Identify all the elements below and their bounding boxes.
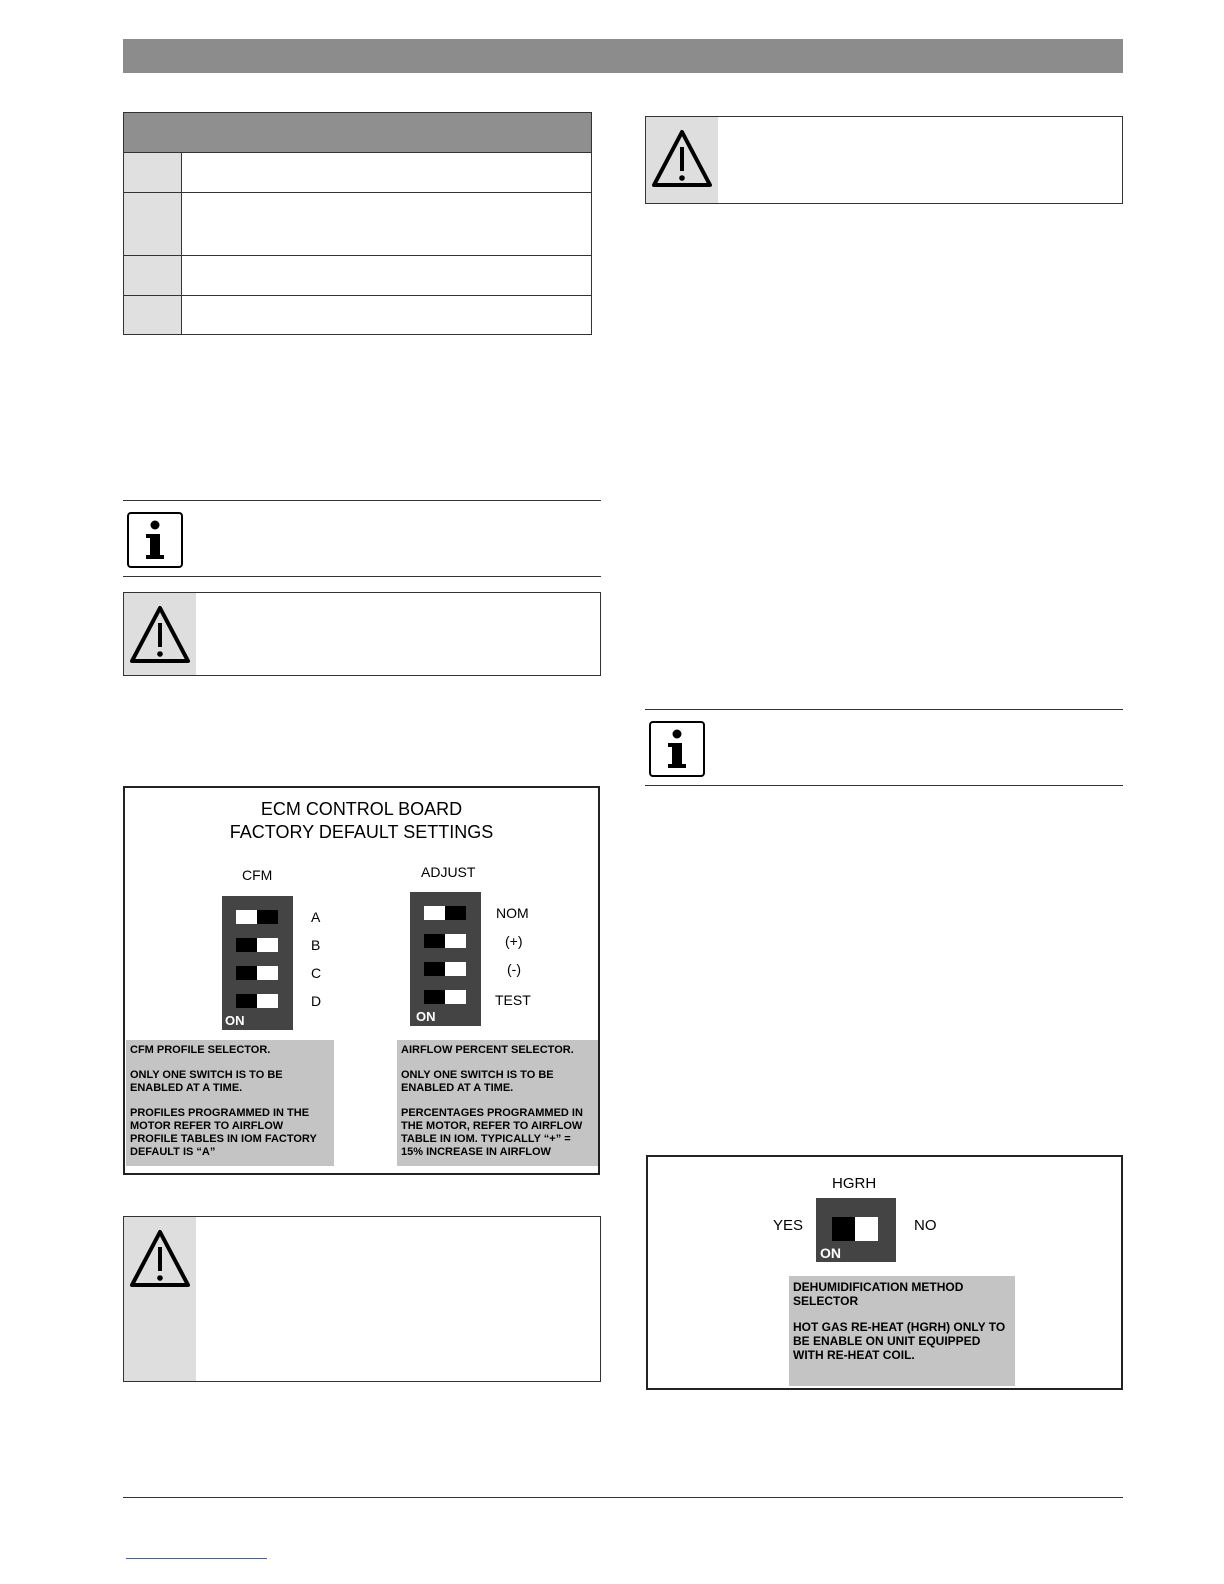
figure-title-line1: ECM CONTROL BOARD <box>260 799 463 819</box>
table-row <box>124 193 591 256</box>
warning-notice <box>123 592 601 676</box>
note-line: ONLY ONE SWITCH IS TO BE ENABLED AT A TIME. <box>130 1069 283 1094</box>
dip-switch-nom <box>424 906 466 920</box>
footer-link-underline[interactable] <box>126 1558 267 1559</box>
switch-label-plus: (+) <box>505 933 523 949</box>
switch-label-d: D <box>311 993 322 1009</box>
switch-label-c: C <box>311 965 322 981</box>
note-line: HOT GAS RE-HEAT (HGRH) ONLY TO BE ENABLE ON UNIT EQUIPPED WITH RE-HEAT COIL. <box>793 1320 1006 1362</box>
info-icon <box>649 721 705 777</box>
warning-strip <box>124 1217 196 1381</box>
airflow-selector-note <box>397 1040 598 1166</box>
on-label: ON <box>820 1245 841 1261</box>
switch-label-minus: (-) <box>507 961 521 977</box>
dip-switch-hgrh <box>832 1217 878 1241</box>
dip-switch-b <box>236 938 278 952</box>
hgrh-dip-switch-block <box>816 1198 896 1262</box>
switch-label-test: TEST <box>495 992 531 1008</box>
footer-divider <box>123 1497 1123 1498</box>
info-notice <box>645 709 1123 786</box>
ecm-control-board-figure <box>123 786 600 1175</box>
dip-switch-minus <box>424 962 466 976</box>
warning-notice <box>123 1216 601 1382</box>
dip-switch-c <box>236 966 278 980</box>
dip-switch-a <box>236 910 278 924</box>
figure-title-line2: FACTORY DEFAULT SETTINGS <box>229 822 494 842</box>
yes-label: YES <box>773 1217 804 1234</box>
cfm-dip-switch-block <box>222 896 293 1030</box>
on-label: ON <box>416 1009 436 1024</box>
info-notice <box>123 500 601 577</box>
spec-table <box>123 112 592 335</box>
dip-switch-d <box>236 994 278 1008</box>
warning-triangle-icon <box>650 127 714 191</box>
switch-label-nom: NOM <box>496 905 529 921</box>
note-line: CFM PROFILE SELECTOR. <box>130 1044 271 1056</box>
note-line: DEHUMIDIFICATION METHOD SELECTOR <box>793 1280 964 1308</box>
warning-strip <box>646 117 718 203</box>
switch-label-a: A <box>311 909 321 925</box>
dip-switch-test <box>424 990 466 1004</box>
warning-notice <box>645 116 1123 204</box>
warning-strip <box>124 593 196 675</box>
warning-triangle-icon <box>128 1227 192 1291</box>
note-line: AIRFLOW PERCENT SELECTOR. <box>401 1044 574 1056</box>
page-header-bar <box>123 39 1123 73</box>
switch-label-b: B <box>311 937 321 953</box>
table-header <box>124 113 591 153</box>
table-row <box>124 296 591 334</box>
note-line: PERCENTAGES PROGRAMMED IN THE MOTOR, REFER TO AIRFLOW TABLE IN IOM. TYPICALLY “+” = 15% INCREASE IN AIRFLOW <box>401 1107 583 1158</box>
hgrh-heading: HGRH <box>832 1175 877 1192</box>
warning-triangle-icon <box>128 603 192 667</box>
table-cell <box>124 296 182 334</box>
table-cell <box>124 193 182 255</box>
table-cell <box>124 153 182 192</box>
note-line: ONLY ONE SWITCH IS TO BE ENABLED AT A TIME. <box>401 1069 554 1094</box>
cfm-selector-note <box>126 1040 334 1166</box>
table-row <box>124 153 591 193</box>
table-row <box>124 256 591 296</box>
hgrh-figure <box>646 1155 1123 1390</box>
adjust-dip-switch-block <box>410 892 481 1026</box>
on-label: ON <box>225 1013 245 1028</box>
adjust-heading: ADJUST <box>421 864 476 880</box>
dehumidification-note <box>789 1276 1015 1386</box>
cfm-heading: CFM <box>242 867 273 883</box>
note-line: PROFILES PROGRAMMED IN THE MOTOR REFER TO AIRFLOW PROFILE TABLES IN IOM FACTORY DEFAULT IS “A” <box>130 1107 317 1158</box>
dip-switch-plus <box>424 934 466 948</box>
info-icon <box>127 512 183 568</box>
table-cell <box>124 256 182 295</box>
no-label: NO <box>914 1217 937 1234</box>
